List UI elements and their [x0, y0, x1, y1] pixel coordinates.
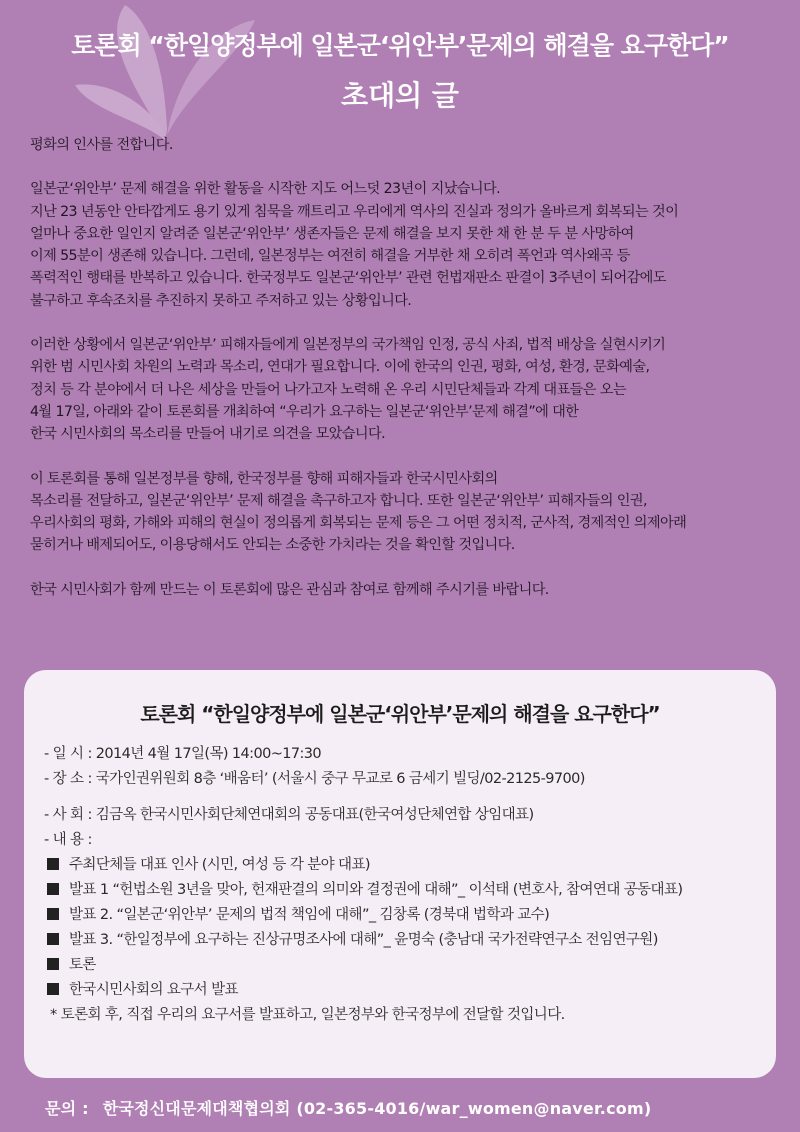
- event-date: - 일 시 : 2014년 4월 17일(목) 14:00~17:30: [44, 746, 322, 762]
- letter-line: 우리사회의 평화, 가해와 피해의 현실이 정의롭게 회복되는 문제 등은 그 어떤 정치적, 군사적, 경제적인 의제아래: [30, 515, 687, 532]
- letter-line: 이러한 상황에서 일본군‘위안부’ 피해자들에게 일본정부의 국가책임 인정, 공식 사죄, 법적 배상을 실현시키기: [30, 337, 666, 354]
- letter-line: 목소리를 전달하고, 일본군‘위안부’ 문제 해결을 촉구하고자 합니다. 또한 일본군‘위안부’ 피해자들의 인권,: [30, 492, 647, 509]
- program-item: 발표 3. “한일정부에 요구하는 진상규명조사에 대해”_ 윤명숙 (충남대 국가전략연구소 전임연구원): [44, 928, 774, 953]
- event-title: 토론회 “한일양정부에 일본군‘위안부’문제의 해결을 요구한다”: [140, 702, 660, 726]
- program-item: 주최단체들 대표 인사 (시민, 여성 등 각 분야 대표): [44, 853, 774, 878]
- letter-line: 이제 55분이 생존해 있습니다. 그런데, 일본정부는 여전히 해결을 거부한 채 오히려 폭언과 역사왜곡 등: [30, 248, 630, 265]
- event-moderator: - 사 회 : 김금옥 한국시민사회단체연대회의 공동대표(한국여성단체연합 상임대표): [44, 807, 534, 823]
- contact-label: 문의 :: [45, 1099, 89, 1118]
- letter-line: 정치 등 각 분야에서 더 나은 세상을 만들어 나가고자 노력해 온 우리 시민단체들과 각계 대표들은 오는: [30, 381, 626, 398]
- square-bullet-icon: [47, 933, 59, 945]
- letter-line: 묻히거나 배제되어도, 이용당해서도 안되는 소중한 가치라는 것을 확인할 것입니다.: [30, 537, 515, 554]
- header: [0, 28, 800, 114]
- letter-line: 지난 23 년동안 안타깝게도 용기 있게 침묵을 깨트리고 우리에게 역사의 진실과 정의가 올바르게 회복되는 것이: [30, 203, 679, 220]
- program-item: 토론: [44, 953, 774, 978]
- event-details: [44, 742, 774, 1028]
- letter-line: 불구하고 후속조치를 추진하지 못하고 주저하고 있는 상황입니다.: [30, 292, 412, 309]
- event-place: - 장 소 : 국가인권위원회 8층 ‘배움터’ (서울시 중구 무교로 6 금세기 빌딩/02-2125-9700): [44, 771, 585, 787]
- program-item: 한국시민사회의 요구서 발표: [44, 978, 774, 1003]
- square-bullet-icon: [47, 958, 59, 970]
- page-title: 토론회 “한일양정부에 일본군‘위안부’문제의 해결을 요구한다”: [71, 31, 729, 60]
- square-bullet-icon: [47, 983, 59, 995]
- program-item: 발표 2. “일본군‘위안부’ 문제의 법적 책임에 대해”_ 김창록 (경북대 법학과 교수): [44, 903, 774, 928]
- letter-line: 4월 17일, 아래와 같이 토론회를 개최하여 “우리가 요구하는 일본군‘위안부’문제 해결”에 대한: [30, 403, 579, 420]
- closing-line: 한국 시민사회가 함께 만드는 이 토론회에 많은 관심과 참여로 함께해 주시기를 바랍니다.: [30, 581, 549, 598]
- square-bullet-icon: [47, 883, 59, 895]
- invitation-letter: [30, 134, 785, 601]
- greeting: 평화의 인사를 전합니다.: [30, 137, 173, 153]
- contact-info: 한국정신대문제대책협의회 (02-365-4016/war_women@naver.com): [102, 1099, 652, 1118]
- event-content-label: - 내 용 :: [44, 832, 92, 848]
- letter-line: 한국 시민사회의 목소리를 만들어 내기로 의견을 모았습니다.: [30, 426, 385, 443]
- letter-line: 폭력적인 행태를 반복하고 있습니다. 한국정부도 일본군‘위안부’ 관련 헌법재판소 판결이 3주년이 되어감에도: [30, 270, 666, 287]
- square-bullet-icon: [47, 858, 59, 870]
- contact-footer: [45, 1096, 651, 1119]
- event-details-box: [24, 670, 776, 1078]
- letter-line: 일본군‘위안부’ 문제 해결을 위한 활동을 시작한 지도 어느덧 23년이 지났습니다.: [30, 181, 501, 198]
- page-subtitle: 초대의 글: [341, 79, 459, 112]
- square-bullet-icon: [47, 908, 59, 920]
- letter-line: 위한 범 시민사회 차원의 노력과 목소리, 연대가 필요합니다. 이에 한국의 인권, 평화, 여성, 환경, 문화예술,: [30, 359, 650, 376]
- event-note: * 토론회 후, 직접 우리의 요구서를 발표하고, 일본정부와 한국정부에 전달할 것입니다.: [50, 1007, 565, 1023]
- program-item: 발표 1 “헌법소원 3년을 맞아, 헌재판결의 의미와 결정권에 대해”_ 이석태 (변호사, 참여연대 공동대표): [44, 878, 774, 903]
- letter-line: 얼마나 중요한 일인지 알려준 일본군‘위안부’ 생존자들은 문제 해결을 보지 못한 채 한 분 두 분 사망하여: [30, 225, 634, 242]
- letter-line: 이 토론회를 통해 일본정부를 향해, 한국정부를 향해 피해자들과 한국시민사회의: [30, 470, 498, 487]
